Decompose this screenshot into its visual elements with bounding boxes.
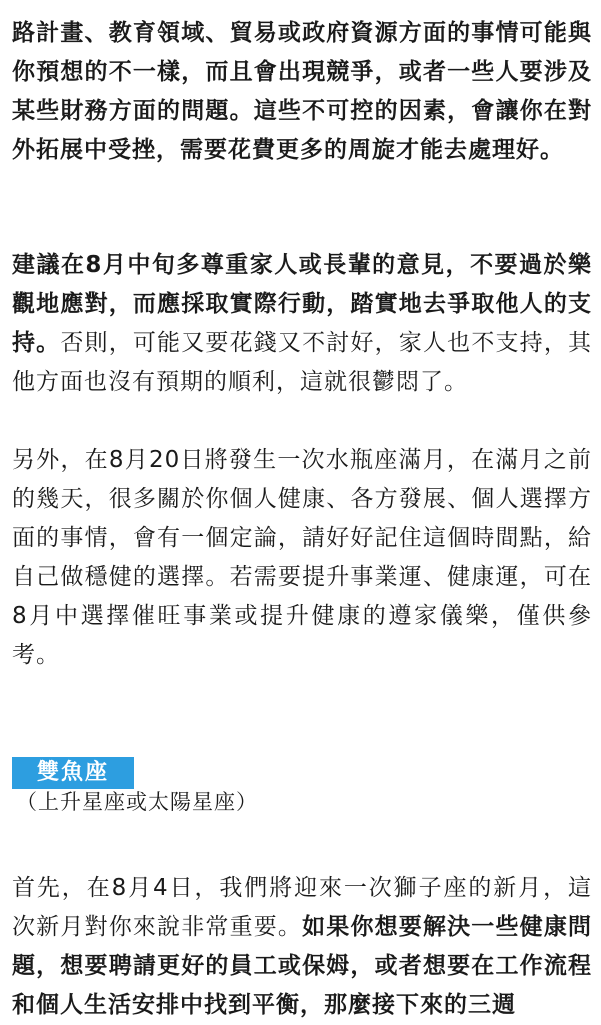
paragraph-4 (12, 869, 592, 1025)
paragraph-2-bold: 建議在8月中旬多尊重家人或長輩的意見，不要過於樂觀地應對，而應採取實際行動，踏實地去爭取他人的支持。 (12, 252, 592, 356)
paragraph-4-bold: 如果你想要解決一些健康問題，想要聘請更好的員工或保姆，或者想要在工作流程和個人生活安排中找到平衡，那麼接下來的三週 (12, 914, 593, 1018)
paragraph-3-text: 另外，在8月20日將發生一次水瓶座滿月，在滿月之前的幾天，很多關於你個人健康、各方發展、個人選擇方面的事情，會有一個定論，請好好記住這個時間點，給自己做穩健的選擇。若需要提升事業運、健康運，可在8月中選擇催旺事業或提升健康的遵家儀樂，僅供參考。 (12, 447, 592, 668)
paragraph-2 (12, 246, 592, 402)
section-subheading: （上升星座或太陽星座） (16, 790, 258, 814)
paragraph-3 (12, 441, 592, 675)
paragraph-4-text: 首先，在8月4日，我們將迎來一次獅子座的新月，這次新月對你來說非常重要。 (12, 875, 592, 940)
paragraph-1-bold: 路計畫、教育領域、貿易或政府資源方面的事情可能與你預想的不一樣，而且會出現競爭，或者一些人要涉及某些財務方面的問題。這些不可控的因素，會讓你在對外拓展中受挫，需要花費更多的周旋才能去處理好。 (12, 20, 592, 163)
section-heading-pisces: 雙魚座 (12, 757, 134, 789)
paragraph-1 (12, 14, 592, 170)
paragraph-2-text: 否則，可能又要花錢又不討好，家人也不支持，其他方面也沒有預期的順利，這就很鬱悶了。 (12, 330, 593, 395)
